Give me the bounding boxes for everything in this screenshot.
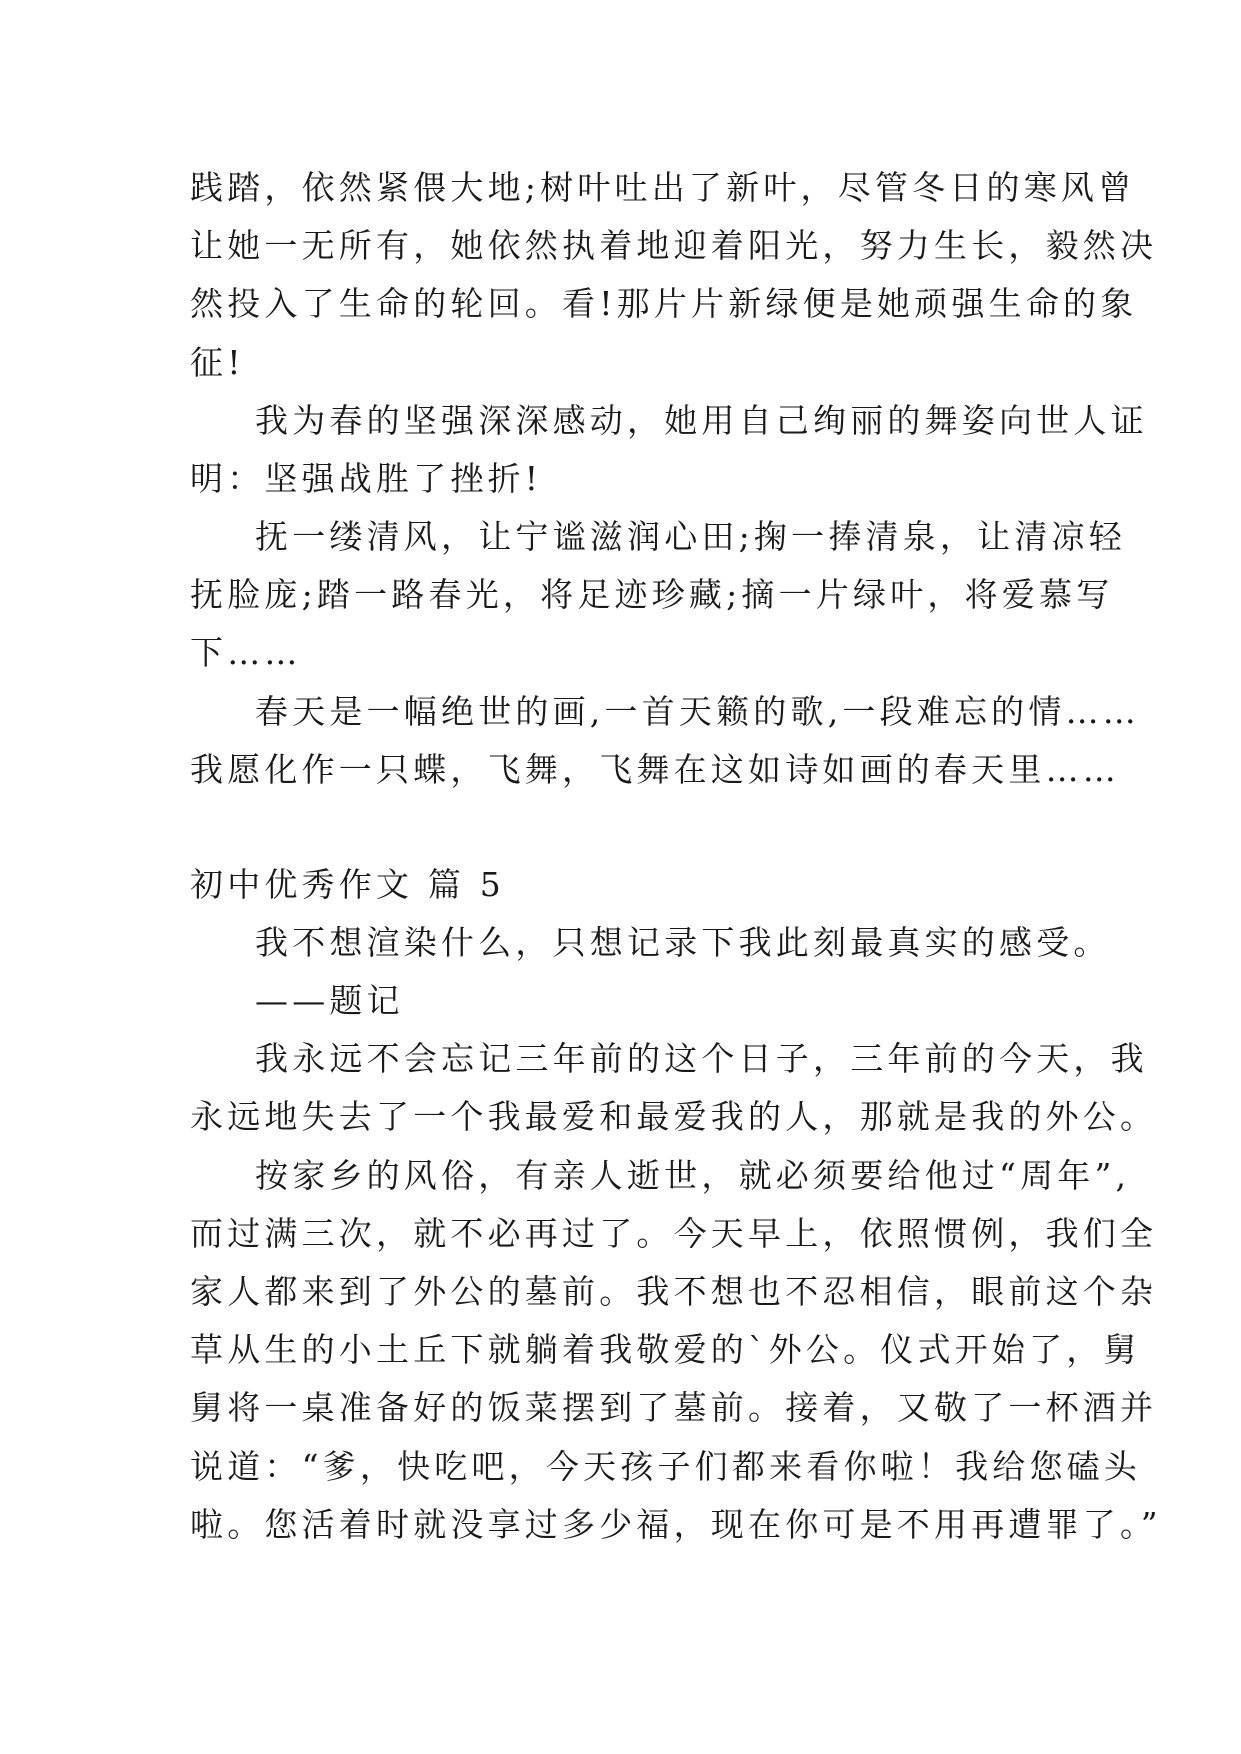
text-line: 说道：“爹，快吃吧，今天孩子们都来看你啦！我给您磕头 bbox=[190, 1447, 1142, 1486]
text-line: 永远地失去了一个我最爱和最爱我的人，那就是我的外公。 bbox=[190, 1097, 1158, 1136]
paragraph-first-line: 我不想渲染什么，只想记录下我此刻最真实的感受。 bbox=[255, 923, 1111, 962]
paragraph-first-line: 我永远不会忘记三年前的这个日子，三年前的今天，我 bbox=[255, 1039, 1148, 1078]
paragraph-first-line: 按家乡的风俗，有亲人逝世，就必须要给他过“周年”, bbox=[255, 1156, 1131, 1195]
text-line: 让她一无所有，她依然执着地迎着阳光，努力生长，毅然决 bbox=[190, 226, 1158, 265]
text-line: 明：坚强战胜了挫折! bbox=[190, 459, 543, 498]
epigraph-attribution: ——题记 bbox=[255, 981, 404, 1020]
text-line: 我愿化作一只蝶，飞舞，飞舞在这如诗如画的春天里…… bbox=[190, 750, 1120, 789]
section-heading: 初中优秀作文 篇 5 bbox=[190, 865, 505, 904]
text-line: 而过满三次，就不必再过了。今天早上，依照惯例，我们全 bbox=[190, 1214, 1158, 1253]
paragraph-first-line: 抚一缕清风，让宁谧滋润心田;掬一捧清泉，让清凉轻 bbox=[255, 517, 1126, 556]
text-line: 啦。您活着时就没享过多少福，现在你可是不用再遭罪了。” bbox=[190, 1505, 1162, 1544]
text-line: 草从生的小土丘下就躺着我敬爱的`外公。仪式开始了，舅 bbox=[190, 1330, 1141, 1369]
text-line: 然投入了生命的轮回。看!那片片新绿便是她顽强生命的象 bbox=[190, 284, 1138, 323]
paragraph-first-line: 我为春的坚强深深感动，她用自己绚丽的舞姿向世人证 bbox=[255, 401, 1148, 440]
text-line: 舅将一桌准备好的饭菜摆到了墓前。接着，又敬了一杯酒并 bbox=[190, 1388, 1158, 1427]
text-line: 征! bbox=[190, 343, 245, 382]
paragraph-first-line: 春天是一幅绝世的画,一首天籁的歌,一段难忘的情…… bbox=[255, 692, 1140, 731]
text-line: 家人都来到了外公的墓前。我不想也不忍相信，眼前这个杂 bbox=[190, 1272, 1158, 1311]
text-line: 抚脸庞;踏一路春光，将足迹珍藏;摘一片绿叶，将爱慕写 bbox=[190, 575, 1114, 614]
text-line: 下…… bbox=[190, 633, 302, 672]
text-line: 践踏，依然紧偎大地;树叶吐出了新叶，尽管冬日的寒风曾 bbox=[190, 168, 1136, 207]
